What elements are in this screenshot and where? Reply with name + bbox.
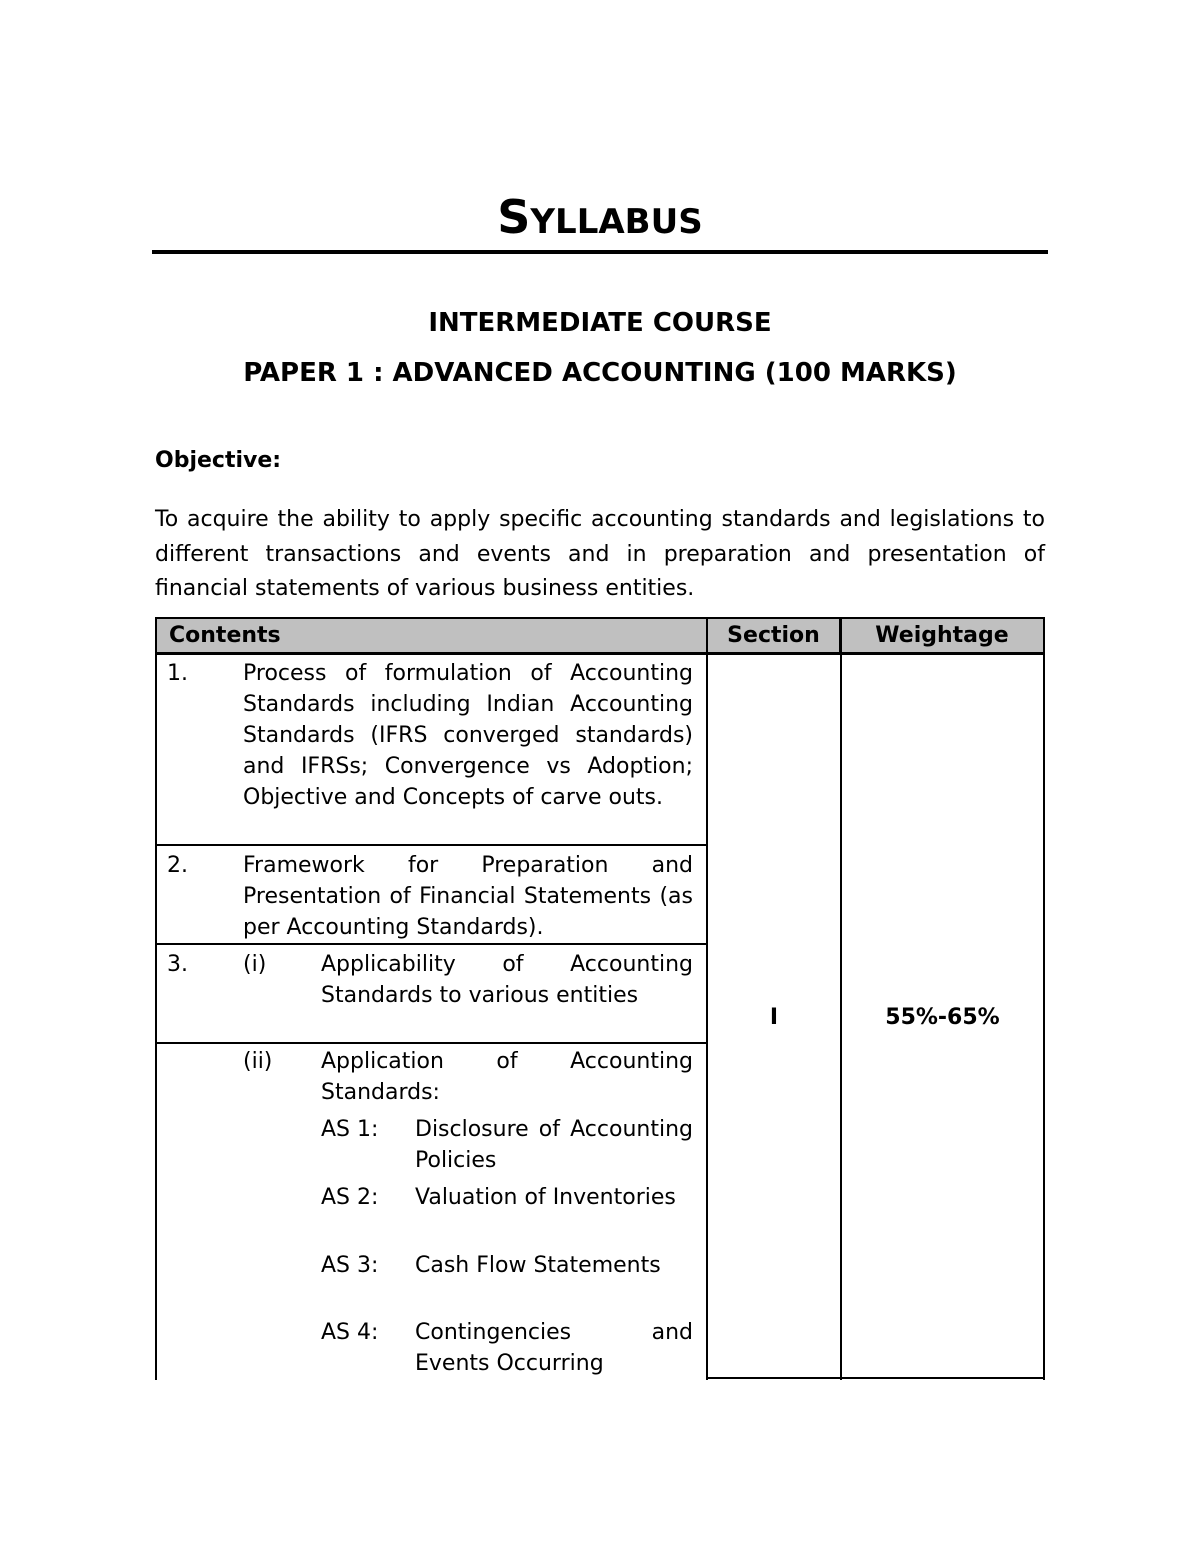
header-section: Section bbox=[706, 617, 841, 652]
row-divider bbox=[155, 844, 706, 846]
row-divider bbox=[155, 943, 706, 945]
sub-item-label: (ii) bbox=[243, 1049, 273, 1074]
standard-title: Disclosure of Accounting Policies bbox=[415, 1117, 693, 1173]
row-text: Applicability of Accounting Standards to various entities bbox=[321, 952, 693, 1008]
title-initial: S bbox=[497, 190, 531, 244]
page-title bbox=[0, 190, 1200, 244]
row-number: 2. bbox=[167, 853, 188, 878]
title-rule bbox=[152, 250, 1048, 254]
paper-heading: PAPER 1 : ADVANCED ACCOUNTING (100 MARKS) bbox=[243, 358, 957, 388]
standard-code: AS 1: bbox=[321, 1117, 379, 1142]
standard-title: Cash Flow Statements bbox=[415, 1253, 661, 1278]
row-number: 1. bbox=[167, 661, 188, 686]
objective-text: To acquire the ability to apply specific accounting standards and legislations to different transactions and events and in preparation and presentation of financial statements of various business entities. bbox=[155, 507, 1045, 601]
objective-label: Objective: bbox=[155, 448, 282, 473]
table-row bbox=[155, 658, 706, 844]
weightage-value: 55%-65% bbox=[885, 1005, 1000, 1030]
row-text: Process of formulation of Accounting Standards including Indian Accounting Standards (IFRS converged standards) and IFRSs; Convergence vs Adoption; Objective and Concepts of carve outs. bbox=[243, 661, 693, 810]
row-text: Application of Accounting Standards: bbox=[321, 1049, 693, 1105]
standard-code: AS 3: bbox=[321, 1253, 379, 1278]
table-right-border bbox=[1043, 617, 1045, 1380]
standard-title: Contingencies and Events Occurring bbox=[415, 1320, 693, 1376]
course-heading: INTERMEDIATE COURSE bbox=[428, 308, 772, 338]
table-row bbox=[155, 850, 706, 943]
row-number: 3. bbox=[167, 952, 188, 977]
table-row bbox=[155, 949, 706, 1042]
sub-item-label: (i) bbox=[243, 952, 267, 977]
row-divider bbox=[155, 1042, 706, 1044]
standard-title: Valuation of Inventories bbox=[415, 1185, 676, 1210]
standard-code: AS 2: bbox=[321, 1185, 379, 1210]
syllabus-table bbox=[155, 617, 1045, 1380]
row-text: Framework for Preparation and Presentation of Financial Statements (as per Accounting Standards). bbox=[243, 853, 693, 940]
header-weightage: Weightage bbox=[841, 617, 1045, 652]
title-rest: YLLABUS bbox=[530, 202, 703, 242]
standard-code: AS 4: bbox=[321, 1320, 379, 1345]
section-value: I bbox=[769, 1005, 779, 1030]
table-row bbox=[155, 1046, 706, 1380]
header-contents: Contents bbox=[155, 617, 706, 652]
